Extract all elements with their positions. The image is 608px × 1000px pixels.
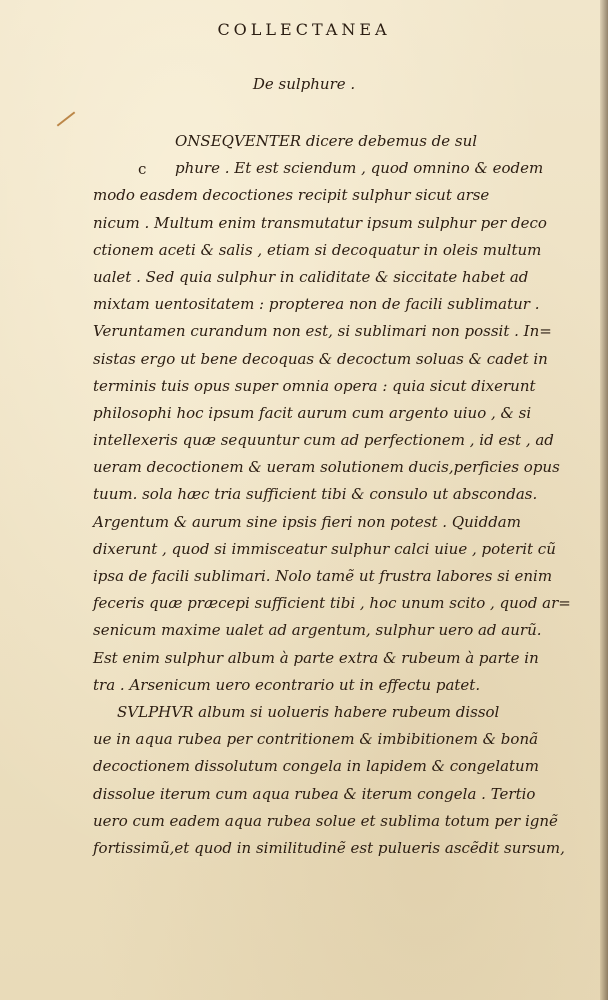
text-line: nicum . Multum enim transmutatur ipsum sulphur per deco <box>93 213 547 232</box>
text-line: dixerunt , quod si immisceatur sulphur calci uiue , poterit cũ <box>93 539 556 558</box>
text-line: decoctionem dissolutum congela in lapidem & congelatum <box>93 757 539 776</box>
text-line: ctionem aceti & salis , etiam si decoquatur in oleis multum <box>93 240 542 259</box>
body-text <box>93 128 583 862</box>
text-line: ualet . Sed quia sulphur in caliditate & siccitate habet ad <box>93 267 529 286</box>
text-line: uero cum eadem aqua rubea solue et sublima totum per ignẽ <box>93 811 558 830</box>
text-line: ue in aqua rubea per contritionem & imbibitionem & bonã <box>93 730 539 749</box>
text-line: tra . Arsenicum uero econtrario ut in effectu patet. <box>93 675 481 694</box>
text-line: philosophi hoc ipsum facit aurum cum argento uiuo , & si <box>93 403 532 422</box>
page-edge-shadow <box>600 0 608 1000</box>
section-heading: De sulphure . <box>252 75 356 93</box>
text-line: tuum. sola hæc tria sufficient tibi & consulo ut abscondas. <box>93 485 538 504</box>
text-line: intellexeris quæ sequuntur cum ad perfectionem , id est , ad <box>93 431 554 450</box>
text-line: terminis tuis opus super omnia opera : quia sicut dixerunt <box>93 376 536 395</box>
text-line: modo easdem decoctiones recipit sulphur sicut arse <box>93 186 490 205</box>
text-line: fortissimũ,et quod in similitudinẽ est pulueris ascẽdit sursum, <box>93 838 565 857</box>
text-line: dissolue iterum cum aqua rubea & iterum congela . Tertio <box>93 784 536 803</box>
text-line: Argentum & aurum sine ipsis fieri non potest . Quiddam <box>93 512 521 531</box>
text-line: phure . Et est sciendum , quod omnino & eodem <box>175 159 544 178</box>
ink-stain-mark <box>57 111 76 126</box>
text-line: ONSEQVENTER dicere debemus de sul <box>175 132 478 150</box>
text-line: mixtam uentositatem : propterea non de facili sublimatur . <box>93 295 540 314</box>
text-line: sistas ergo ut bene decoquas & decoctum soluas & cadet in <box>93 349 548 368</box>
text-line: feceris quæ præcepi sufficient tibi , hoc unum scito , quod ar= <box>93 594 571 613</box>
running-title: COLLECTANEA <box>217 20 391 39</box>
text-line: ipsa de facili sublimari. Nolo tamẽ ut frustra labores si enim <box>93 567 553 585</box>
margin-note: c <box>138 160 147 178</box>
text-line: senicum maxime ualet ad argentum, sulphur uero ad aurũ. <box>93 621 542 640</box>
text-line: Est enim sulphur album à parte extra & rubeum à parte in <box>93 648 539 667</box>
text-line: Veruntamen curandum non est, si sublimari non possit . In= <box>93 322 552 341</box>
text-line: SVLPHVR album si uolueris habere rubeum dissol <box>117 702 500 721</box>
text-line: ueram decoctionem & ueram solutionem ducis,perficies opus <box>93 458 560 477</box>
